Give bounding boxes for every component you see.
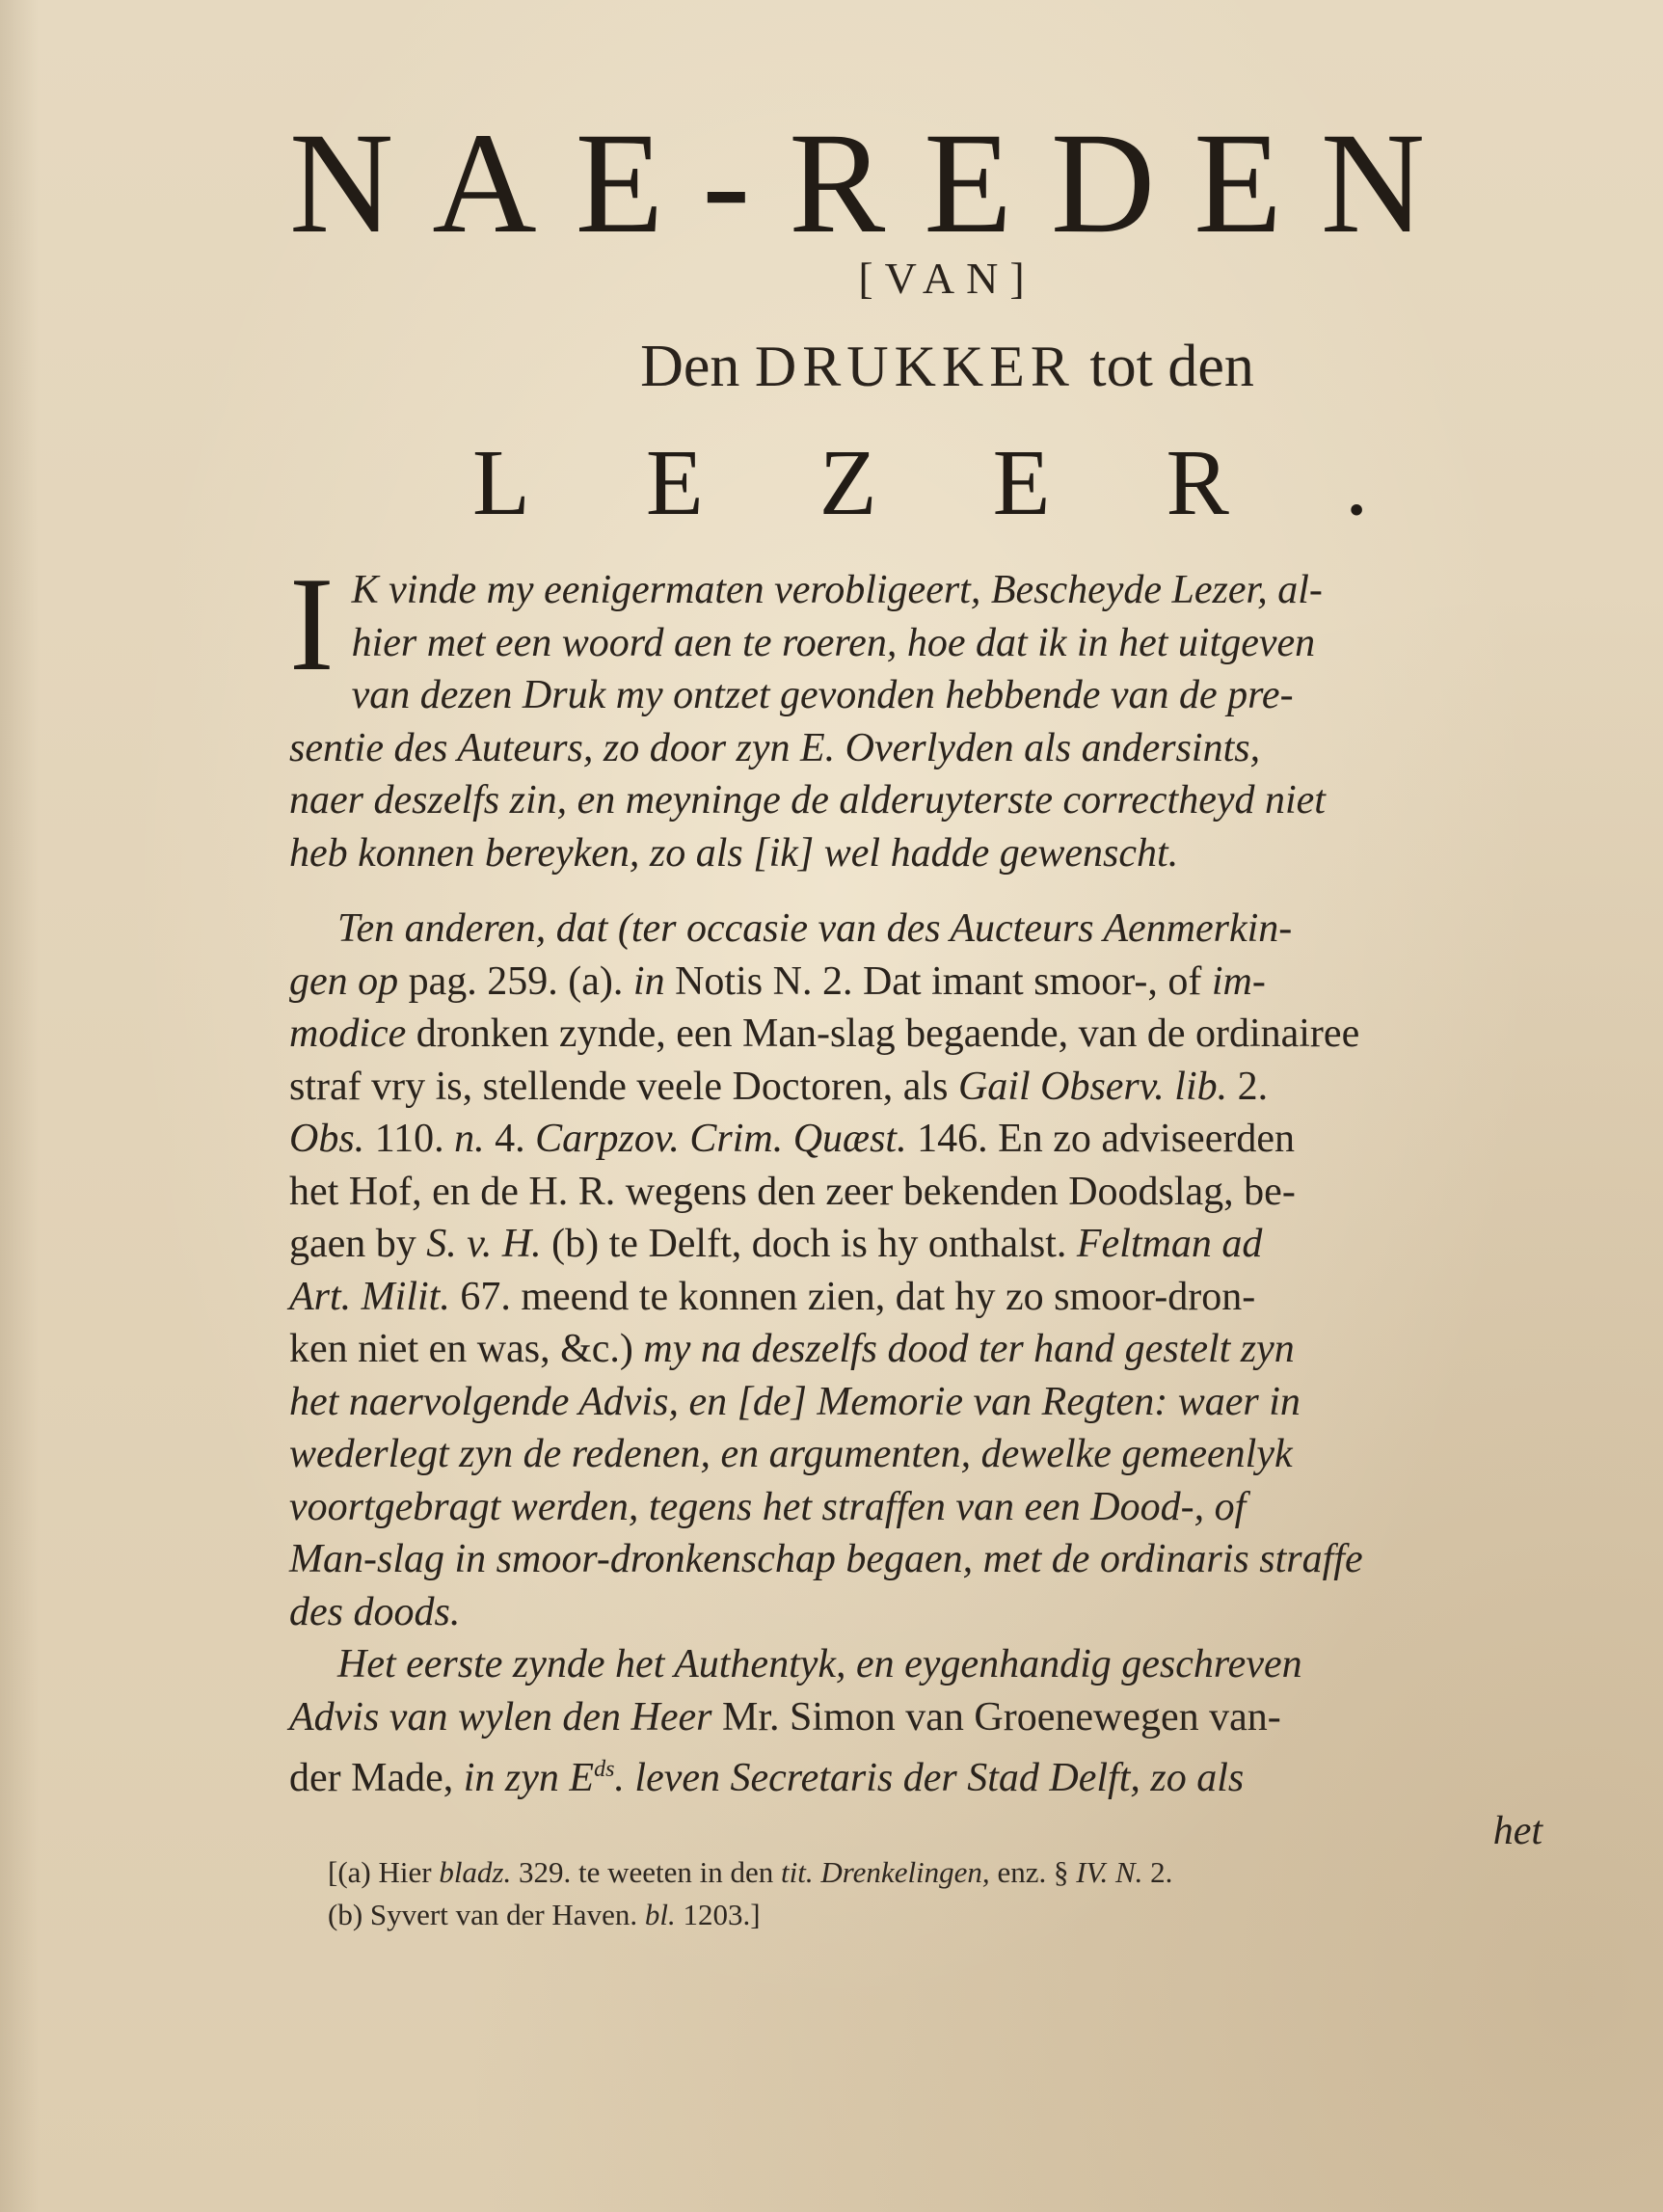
p2-line: Ten anderen, dat (ter occasie van des Aucteurs Aenmerkin- [337, 906, 1293, 951]
body-text [289, 550, 1542, 1857]
p2-line: het naervolgende Advis, en [de] Memorie van Regten: waer in [289, 1379, 1301, 1424]
footnotes [328, 1851, 1542, 1936]
subtitle-drukker-word: DRUKKER [754, 335, 1075, 398]
p2-text: gaen by [289, 1222, 427, 1266]
p3-text: der Made, [289, 1756, 464, 1800]
p1-line: hier met een woord aen te roeren, hoe dat ik in het uitgeven [351, 620, 1316, 665]
p1-line: sentie des Auteurs, zo door zyn E. Overlyden als andersints, [289, 725, 1261, 770]
p3-line: Het eerste zynde het Authentyk, en eygenhandig geschreven [337, 1642, 1302, 1686]
p2-text: Notis N. 2. Dat imant smoor-, of [664, 958, 1212, 1004]
drop-cap: I [289, 550, 335, 699]
footnote-text: [(a) Hier [328, 1855, 440, 1889]
p1-line: van dezen Druk my ontzet gevonden hebbende van de pre- [351, 673, 1294, 717]
p1-line: K vinde my eenigermaten verobligeert, Bescheyde Lezer, al- [351, 568, 1323, 612]
p2-text: 146. En zo adviseerden [906, 1117, 1295, 1161]
p2-line: des doods. [289, 1589, 461, 1634]
p2-text: 67. meend te konnen zien, dat hy zo smoor-dron- [449, 1274, 1256, 1319]
p1-line: naer deszelfs zin, en meyninge de alderuyterste correctheyd niet [289, 778, 1326, 823]
p2-text: (b) te Delft, doch is hy onthalst. [541, 1222, 1077, 1266]
p2-text: im- [1211, 958, 1266, 1004]
footnote-text: tit. Drenkelingen, [781, 1855, 990, 1889]
page-title: NAE-REDEN [289, 103, 1464, 263]
p2-text: modice [289, 1012, 407, 1056]
catchword: het [1492, 1808, 1542, 1853]
p2-text: in [632, 958, 665, 1004]
p2-text: 2. [1227, 1064, 1269, 1109]
p2-text: straf vry is, stellende veele Doctoren, als [289, 1064, 958, 1109]
p1-line: heb konnen bereyken, zo als [ik] wel hadde gewenscht. [289, 830, 1179, 876]
footnote-text: bl. [644, 1898, 676, 1931]
p2-text: Gail Observ. lib. [957, 1064, 1228, 1109]
p2-text: 4. [484, 1117, 536, 1161]
p3-text: Advis van wylen den Heer [289, 1694, 712, 1740]
footnote-text: 329. te weeten in den [511, 1855, 782, 1889]
subtitle-lezer: LEZER. [472, 431, 1485, 535]
p3-text: . leven Secretaris der Stad Delft, zo als [614, 1756, 1245, 1800]
subtitle-tot-den-word: tot den [1089, 334, 1254, 399]
p2-text: my na deszelfs dood ter hand gestelt zyn [643, 1327, 1295, 1371]
p2-line: voortgebragt werden, tegens het straffen van een Dood-, of [289, 1484, 1247, 1529]
subtitle-drukker [0, 333, 1663, 401]
p2-text: Carpzov. Crim. Quæst. [535, 1117, 907, 1161]
paragraph-3 [289, 1638, 1542, 1857]
p2-text: gen op [289, 958, 399, 1004]
p3-text: in zyn E [463, 1756, 595, 1800]
footnote-text: (b) Syvert van der Haven. [328, 1898, 645, 1931]
footnote-a [328, 1851, 1542, 1894]
p2-text: 110. [364, 1117, 455, 1161]
p3-text: Mr. Simon van Groenewegen van- [711, 1694, 1281, 1740]
subtitle-den-word: Den [640, 334, 740, 399]
p2-text: n. [454, 1117, 485, 1161]
p3-superscript: ds [594, 1757, 615, 1782]
p2-line: wederlegt zyn de redenen, en argumenten, dewelke gemeenlyk [289, 1432, 1293, 1476]
footnote-text: enz. § [989, 1855, 1077, 1889]
subtitle-van: [VAN] [858, 254, 1036, 303]
p2-text: Feltman ad [1076, 1222, 1263, 1266]
p2-text: Obs. [289, 1117, 365, 1161]
p2-text: S. v. H. [426, 1222, 542, 1266]
footnote-text: IV. N. [1076, 1855, 1143, 1889]
p2-text: dronken zynde, een Man-slag begaende, van de ordinairee [406, 1012, 1360, 1056]
p2-text: ken niet en was, &c.) [289, 1327, 644, 1371]
footnote-text: 1203.] [675, 1898, 761, 1931]
footnote-text: 2. [1142, 1855, 1173, 1889]
p2-text: Art. Milit. [289, 1274, 450, 1319]
paragraph-2 [289, 903, 1542, 1638]
p2-text: pag. 259. (a). [398, 958, 633, 1004]
p2-line: het Hof, en de H. R. wegens den zeer bekenden Doodslag, be- [289, 1169, 1296, 1214]
paragraph-1 [289, 550, 1542, 879]
p2-line: Man-slag in smoor-dronkenschap begaen, met de ordinaris straffe [289, 1537, 1363, 1581]
footnote-b [328, 1894, 1542, 1936]
paragraph-gap [289, 879, 1542, 903]
footnote-text: bladz. [439, 1855, 512, 1889]
